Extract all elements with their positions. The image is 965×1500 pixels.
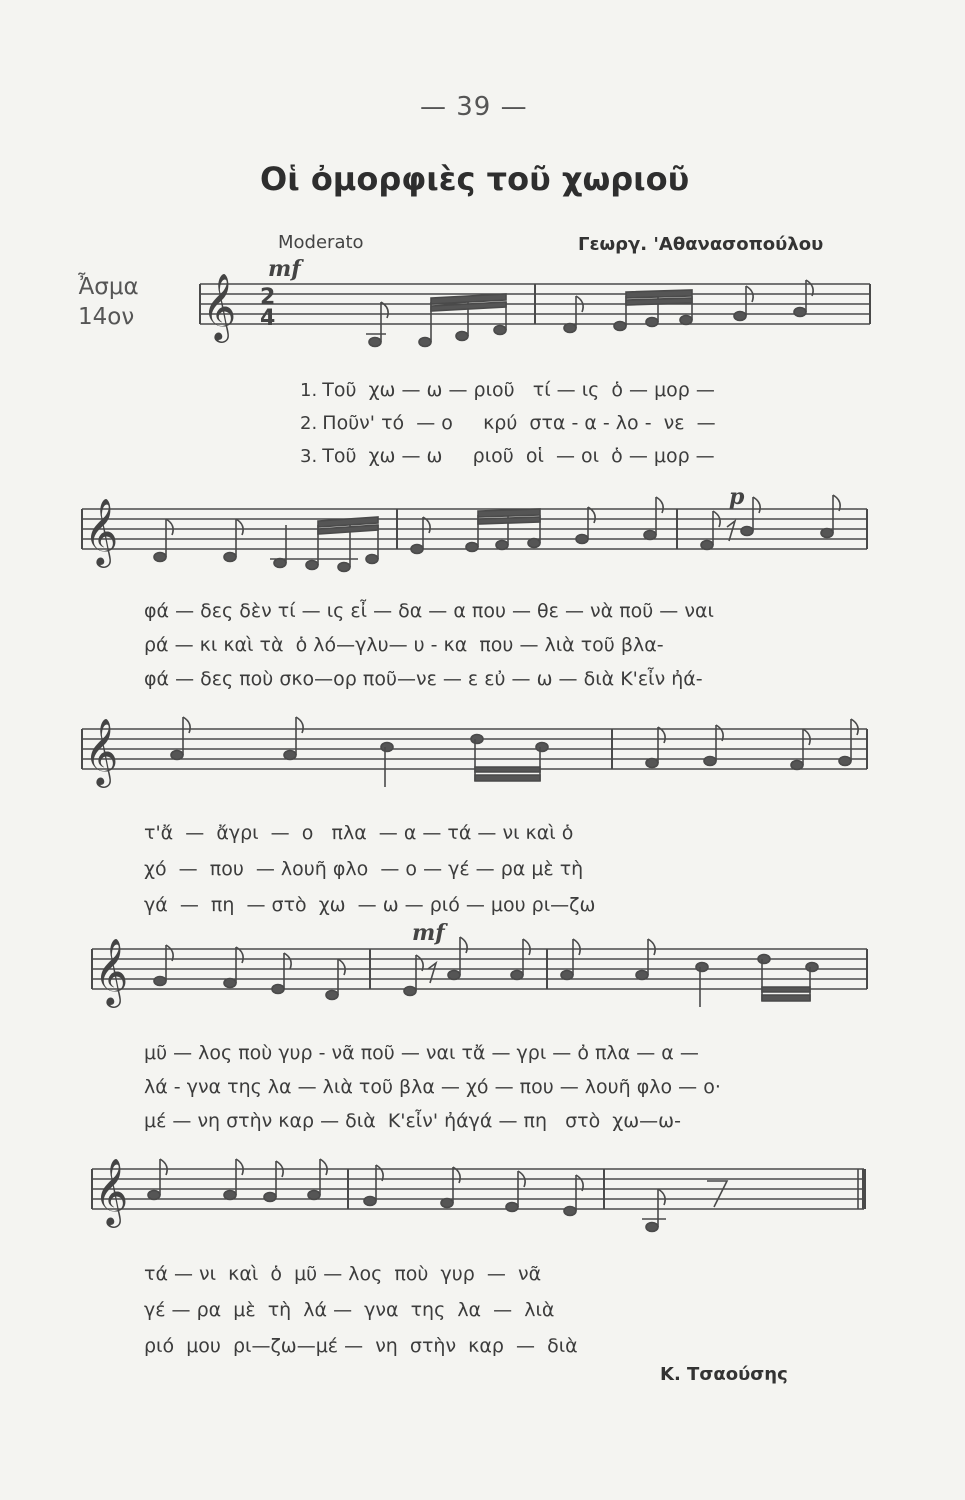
composer-credit: Γεωργ. 'Αθανασοπούλου [578, 234, 824, 255]
note [224, 1191, 236, 1200]
verse-number: 3. [300, 446, 318, 467]
note [839, 757, 851, 766]
note [466, 543, 478, 552]
tempo-marking: Moderato [278, 232, 364, 253]
note [224, 553, 236, 562]
note [741, 527, 753, 536]
system-5-lyrics [144, 1256, 578, 1364]
margin-note [78, 272, 139, 332]
note [758, 955, 770, 964]
note [494, 326, 506, 335]
note [154, 977, 166, 986]
note [536, 743, 548, 752]
rest-icon [727, 521, 735, 541]
staff-system-1 [200, 272, 875, 360]
note [561, 971, 573, 980]
note [636, 971, 648, 980]
system-3-lyrics [144, 815, 595, 923]
note [274, 559, 286, 568]
note [326, 991, 338, 1000]
note [381, 743, 393, 752]
note [338, 563, 350, 572]
page-number: — 39 — [420, 92, 528, 122]
margin-note-line2: 14ον [78, 304, 135, 330]
note [646, 1223, 658, 1232]
note [821, 529, 833, 538]
note [564, 1207, 576, 1216]
note [701, 541, 713, 550]
system-4-lyrics [144, 1036, 721, 1138]
note [704, 757, 716, 766]
treble-clef-icon: 𝄞 [202, 272, 237, 340]
note [364, 1197, 376, 1206]
note [496, 541, 508, 550]
margin-note-line1: Ἆσμα [78, 274, 139, 300]
staff-system-5 [92, 1157, 872, 1245]
note [646, 759, 658, 768]
time-signature-top: 2 [260, 285, 276, 310]
staff-system-3 [82, 717, 872, 805]
note [564, 324, 576, 333]
note [696, 963, 708, 972]
lyric-line: Τοῦ χω — ω ριοῦ οἱ — οι ὁ — μορ — [322, 445, 715, 467]
note [404, 987, 416, 996]
lyric-line: γέ — ρα μὲ τὴ λά — γνα της λα — λιὰ [144, 1299, 555, 1321]
note [456, 332, 468, 341]
note [308, 1191, 320, 1200]
time-signature-bottom: 4 [260, 306, 276, 331]
note [506, 1203, 518, 1212]
note [224, 979, 236, 988]
lyric-line: Ποῦν' τό — ο κρύ στα - α - λο - νε — [322, 412, 716, 434]
rest-icon [707, 1181, 727, 1207]
lyric-line: τά — νι καὶ ὁ μῦ — λος ποὺ γυρ — νᾶ [144, 1263, 542, 1285]
treble-clef-icon: 𝄞 [94, 937, 129, 1005]
dynamic-p: p [729, 484, 745, 510]
note [366, 555, 378, 564]
note [806, 963, 818, 972]
note [646, 318, 658, 327]
song-title: Οἱ ὀμορφιὲς τοῦ χωριοῦ [260, 160, 690, 198]
note [171, 751, 183, 760]
lyric-line: χό — που — λουῆ φλο — ο — γέ — ρα μὲ τὴ [144, 858, 584, 880]
lyric-line: φά — δες δὲν τί — ις εἶ — δα — α που — θε — νὰ ποῦ — ναι [144, 600, 714, 622]
note [511, 971, 523, 980]
dynamic-mf-2: mf [412, 920, 445, 946]
note [794, 308, 806, 317]
rest-icon [428, 963, 436, 983]
lyric-line: μέ — νη στὴν καρ — διὰ Κ'εἶν' ἠάγά — πη στὸ χω—ω- [144, 1110, 681, 1132]
note [148, 1191, 160, 1200]
note [471, 735, 483, 744]
lyric-line: λά - γνα της λα — λιὰ τοῦ βλα — χό — που — λουῆ φλο — ο· [144, 1076, 721, 1098]
staff-system-4 [92, 937, 872, 1025]
verse-number: 1. [300, 380, 318, 401]
note [680, 316, 692, 325]
system-1-lyrics [300, 374, 716, 473]
staff-system-2 [82, 497, 872, 585]
treble-clef-icon: 𝄞 [84, 497, 119, 565]
note [154, 553, 166, 562]
note [272, 985, 284, 994]
dynamic-mf-1: mf [268, 256, 301, 282]
note [369, 338, 381, 347]
note [411, 545, 423, 554]
note [791, 761, 803, 770]
note [614, 322, 626, 331]
lyric-line: φά — δες ποὺ σκο—ορ ποῦ—νε — ε εὐ — ω — διὰ Κ'εἶν ἠά- [144, 668, 703, 690]
treble-clef-icon: 𝄞 [94, 1157, 129, 1225]
note [644, 531, 656, 540]
treble-clef-icon: 𝄞 [84, 717, 119, 785]
lyric-line: Τοῦ χω — ω — ριοῦ τί — ις ὁ — μορ — [322, 379, 715, 401]
lyric-line: ριό μου ρι—ζω—μέ — νη στὴν καρ — διὰ [144, 1335, 578, 1357]
note [419, 338, 431, 347]
note [528, 539, 540, 548]
lyric-line: μῦ — λος ποὺ γυρ - νᾶ ποῦ — ναι τἄ — γρι — ὀ πλα — α — [144, 1042, 699, 1064]
note [306, 561, 318, 570]
lyric-line: ρά — κι καὶ τὰ ὁ λό—γλυ— υ - κα που — λιὰ τοῦ βλα- [144, 634, 664, 656]
lyric-line: τ'ἄ — ἄγρι — ο πλα — α — τά — νι καὶ ὁ [144, 822, 574, 844]
note [441, 1199, 453, 1208]
note [264, 1193, 276, 1202]
verse-number: 2. [300, 413, 318, 434]
note [448, 971, 460, 980]
note [576, 535, 588, 544]
system-2-lyrics [144, 594, 714, 696]
note [734, 312, 746, 321]
lyricist-credit: Κ. Τσαούσης [660, 1364, 788, 1385]
lyric-line: γά — πη — στὸ χω — ω — ριό — μου ρι—ζω [144, 894, 596, 916]
note [284, 751, 296, 760]
